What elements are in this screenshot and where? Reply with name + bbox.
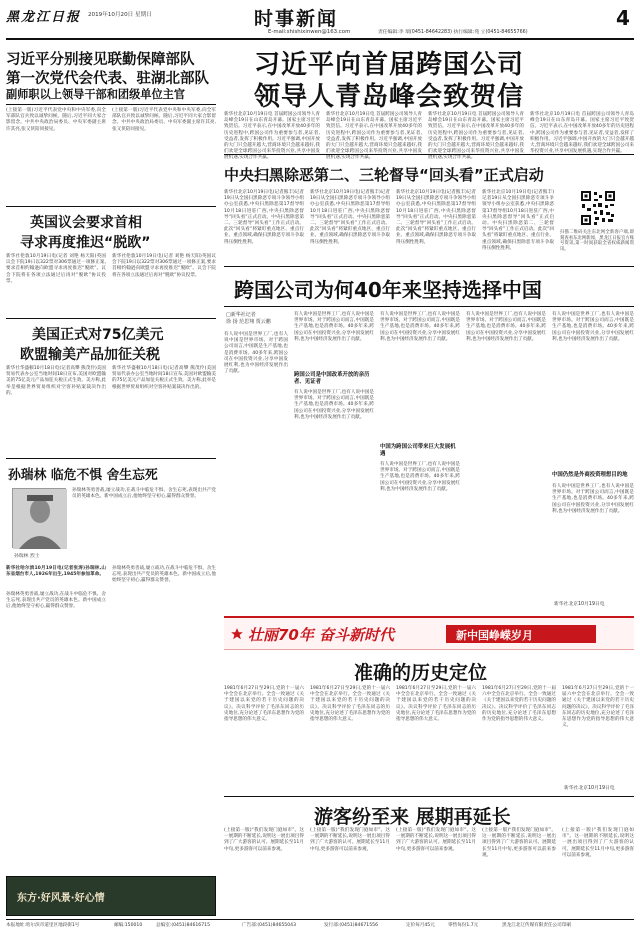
mnc-sub-3: 中国仍然是外商投资理想目的地 xyxy=(552,472,628,478)
qr-code-icon[interactable] xyxy=(580,190,616,226)
us-headline-1: 美国正式对75亿美元 xyxy=(32,327,164,343)
military-body-col2: (上接第一版)习近平代表党中央和中央军委,向全军部队官兵致以诚挚问候。随后,习近平同大家合影留念。中共中央政治局委员、中央军委副主席许其亮,张又侠陪同接见。 xyxy=(112,108,216,132)
sun-body-right-of-photo: 孙瑞林英勇善战,屡立战功,在战斗中临危不惧、舍生忘死,表现出共产党员的英雄本色。新中国成立后,他始终坚守初心,赢得群众赞誉。 xyxy=(72,488,216,500)
footer-rule xyxy=(6,919,634,920)
history-banner-left: 壮丽70年 奋斗新时代 xyxy=(248,626,395,644)
article-sun xyxy=(6,458,216,873)
travel-col5: (上接第一版)“我们发现门庭如市”。这一展期的不断延长,说明这一展出项目得到了广大游客的认可。展期延长至11月中旬,更多游客可以前来参观。 xyxy=(562,828,634,858)
footer-retail: 零售每份1.7元 xyxy=(448,923,479,928)
mnc-under-rule xyxy=(224,306,634,307)
article-military xyxy=(6,48,216,198)
uk-body: 新华社伦敦10月19日电(记者 刘艳 杨天阳)英国议会下院19日以322票对306票通过一项修正案,要求首相约翰逊向欧盟寻求再度推迟“脱欧”。议会下院将在各项立法通过后再对“脱欧”协议投票。 xyxy=(6,254,106,284)
history-col1: 1981年6月27日至29日,党的十一届六中全会在北京举行。全会一致通过《关于建国以来党的若干历史问题的决议》。决议科学评价了毛泽东同志的历史地位,充分论述了毛泽东思想作为党的指导思想的伟大意义。 xyxy=(224,686,304,723)
footer-postcode: 邮编:150010 xyxy=(114,923,143,928)
portrait-icon xyxy=(13,489,67,549)
history-banner-right: 新中国峥嵘岁月 xyxy=(456,629,533,642)
date-line: 2019年10月20日 星期日 xyxy=(88,12,152,18)
star-icon xyxy=(230,627,244,641)
military-headline-2: 第一次党代会代表、驻湖北部队 xyxy=(6,71,209,87)
travel-col3: (上接第一版)“我们发现门庭如市”。这一展期的不断延长,说明这一展出项目得到了广大游客的认可。展期延长至11月中旬,更多游客可以前来参观。 xyxy=(396,828,476,852)
sweep-body-col3: 新华社北京10月19日电(记者熊丰)记者19日从全国扫黑除恶专项斗争领导小组办公室获悉,中央扫黑除恶第17督导组10月18日进驻广西,中央扫黑除恶督导“回头看”正式启动。中央扫黑除恶第二、三轮督导“回头看”工作正式启动。此次“回头看”将紧盯重点地区、重点行业、重点领域,确保扫黑除恶专项斗争取得压倒性胜利。 xyxy=(396,190,476,245)
mnc-headline: 跨国公司为何40年来坚持选择中国 xyxy=(234,278,542,302)
mnc-credit: 新华社北京10月19日电 xyxy=(554,602,605,607)
mnc-col2b: 有人说中国是世界工厂,也有人说中国是世界市场。对于跨国公司而言,中国既是生产基地,也是消费市场。40多年来,跨国公司在中国投资兴业,分享中国发展红利,也为中国经济发展作出了贡献。 xyxy=(294,390,374,420)
article-xi xyxy=(224,44,634,161)
xi-headline-2: 领导人青岛峰会致贺信 xyxy=(254,82,525,112)
sun-byline: 新华社哈尔滨10月19日电(记者张涛)孙瑞林,山东省烟台市人,1926年出生,1945年参加革命。 xyxy=(6,566,106,578)
sweep-body-col4: 新华社北京10月19日电(记者熊丰)记者19日从全国扫黑除恶专项斗争领导小组办公室获悉,中央扫黑除恶第17督导组10月18日进驻广西,中央扫黑除恶督导“回头看”正式启动。中央扫黑除恶第二、三轮督导“回头看”工作正式启动。此次“回头看”将紧盯重点地区、重点行业、重点领域,确保扫黑除恶专项斗争取得压倒性胜利。 xyxy=(482,190,554,251)
bottom-banner-text: 东方·好风景·好心情 xyxy=(17,893,105,904)
editor-line: 责任编辑:李 瑞(0451-84642283) 执行编辑:苑 立(0451-84655766) xyxy=(378,30,528,35)
sun-top-rule xyxy=(6,458,216,459)
history-headline: 准确的历史定位 xyxy=(354,662,488,684)
sweep-headline: 中央扫黑除恶第二、三轮督导“回头看”正式启动 xyxy=(224,166,544,184)
footer xyxy=(6,922,634,932)
article-uk xyxy=(6,212,216,312)
article-mnc xyxy=(224,272,634,612)
left-divider-2 xyxy=(6,318,216,319)
qr-caption: 扫描二维码关注东北网全新客户端,即刻查看东北网新闻、黑龙江日报官方账号资讯,第一时间获取全省权威新闻资讯。 xyxy=(560,230,634,252)
article-us xyxy=(6,324,216,452)
xi-body-col4: 新华社北京10月19日电 首届跨国公司领导人青岛峰会19日在山东青岛开幕。国家主席习近平致贺信。习近平表示,在中国改革开放40多年的历史进程中,跨国公司作为重要参与者,见证者,受益者,发挥了积极作用。习近平强调,中国开放的大门只会越开越大,营商环境只会越来越好,我们欢迎全球跨国公司来华投资兴业,共享中国发展机遇,实现合作共赢。 xyxy=(530,112,634,155)
mnc-col3b: 有人说中国是世界工厂,也有人说中国是世界市场。对于跨国公司而言,中国既是生产基地,也是消费市场。40多年来,跨国公司在中国投资兴业,分享中国发展红利,也为中国经济发展作出了贡献。 xyxy=(380,462,460,492)
section-title: 时事新闻 xyxy=(254,8,339,30)
xi-body-col2: 新华社北京10月19日电 首届跨国公司领导人青岛峰会19日在山东青岛开幕。国家主席习近平致贺信。习近平表示,在中国改革开放40多年的历史进程中,跨国公司作为重要参与者,见证者,受益者,发挥了积极作用。习近平强调,中国开放的大门只会越开越大,营商环境只会越来越好,我们欢迎全球跨国公司来华投资兴业,共享中国发展机遇,实现合作共赢。 xyxy=(326,112,422,161)
paper-name: 黑龙江日报 xyxy=(6,10,82,25)
right-divider-1 xyxy=(224,154,634,155)
xi-body-col1: 新华社北京10月19日电 首届跨国公司领导人青岛峰会19日在山东青岛开幕。国家主席习近平致贺信。习近平表示,在中国改革开放40多年的历史进程中,跨国公司作为重要参与者,见证者,受益者,发挥了积极作用。习近平强调,中国开放的大门只会越开越大,营商环境只会越来越好,我们欢迎全球跨国公司来华投资兴业,共享中国发展机遇,实现合作共赢。 xyxy=(224,112,320,161)
military-divider xyxy=(6,104,216,105)
history-col4: 1981年6月27日至29日,党的十一届六中全会在北京举行。全会一致通过《关于建国以来党的若干历史问题的决议》。决议科学评价了毛泽东同志的历史地位,充分论述了毛泽东思想作为党的指导思想的伟大意义。 xyxy=(482,686,556,723)
mnc-col1: 有人说中国是世界工厂,也有人说中国是世界市场。对于跨国公司而言,中国既是生产基地,也是消费市场。40多年来,跨国公司在中国投资兴业,分享中国发展红利,也为中国经济发展作出了贡献。 xyxy=(224,332,288,375)
right-divider-2 xyxy=(224,266,634,267)
sun-body-col1: 孙瑞林英勇善战,屡立战功,在战斗中临危不惧、舍生忘死,表现出共产党员的英雄本色。新中国成立后,他始终坚守初心,赢得群众赞誉。 xyxy=(6,592,106,610)
masthead-rule xyxy=(6,38,634,40)
travel-headline: 游客纷至来 展期再延长 xyxy=(314,806,511,828)
sun-body-col2: 孙瑞林英勇善战,屡立战功,在战斗中临危不惧、舍生忘死,表现出共产党员的英雄本色。新中国成立后,他始终坚守初心,赢得群众赞誉。 xyxy=(112,566,216,584)
footer-price: 定价每月45元 xyxy=(406,923,435,928)
history-credit: 新华社北京10月19日电 xyxy=(564,786,615,791)
page-number: 4 xyxy=(616,6,630,30)
travel-col4: (上接第一版)“我们发现门庭如市”。这一展期的不断延长,说明这一展出项目得到了广大游客的认可。展期延长至11月中旬,更多游客可以前来参观。 xyxy=(482,828,556,858)
travel-col1: (上接第一版)“我们发现门庭如市”。这一展期的不断延长,说明这一展出项目得到了广大游客的认可。展期延长至11月中旬,更多游客可以前来参观。 xyxy=(224,828,304,852)
mnc-col5b: 有人说中国是世界工厂,也有人说中国是世界市场。对于跨国公司而言,中国既是生产基地,也是消费市场。40多年来,跨国公司在中国投资兴业,分享中国发展红利,也为中国经济发展作出了贡献。 xyxy=(552,484,634,514)
footer-printer: 黑龙江北辽传媒有限责任公司印刷 xyxy=(502,923,571,928)
article-history xyxy=(224,654,634,794)
us-headline-2: 欧盟输美产品加征关税 xyxy=(20,347,160,363)
us-body: 新华社华盛顿10月18日电(记者高攀 熊茂伶)美国贸易代表办公室当地时间18日宣布,美国对欧盟输美的75亿美元产品加征关税正式生效。美方称,此举是根据世界贸易组织对空客补贴案裁决作出的。 xyxy=(6,366,106,396)
article-travel xyxy=(224,800,634,916)
history-col5: 1981年6月27日至29日,党的十一届六中全会在北京举行。全会一致通过《关于建国以来党的若干历史问题的决议》。决议科学评价了毛泽东同志的历史地位,充分论述了毛泽东思想作为党的指导思想的伟大意义。 xyxy=(562,686,634,729)
sun-photo xyxy=(12,488,66,548)
mnc-col2: 有人说中国是世界工厂,也有人说中国是世界市场。对于跨国公司而言,中国既是生产基地,也是消费市场。40多年来,跨国公司在中国投资兴业,分享中国发展红利,也为中国经济发展作出了贡献。 xyxy=(294,312,374,342)
section-email: E-mail:shishixinwen@163.com xyxy=(268,29,351,35)
uk-body-col2: 新华社伦敦10月19日电(记者 刘艳 杨天阳)英国议会下院19日以322票对306票通过一项修正案,要求首相约翰逊向欧盟寻求再度推迟“脱欧”。议会下院将在各项立法通过后再对“脱欧”协议投票。 xyxy=(112,254,216,278)
sun-photo-caption: 孙瑞林 烈士 xyxy=(14,554,40,559)
mnc-sub-1: 跨国公司是中国改革开放的亲历者、见证者 xyxy=(294,372,370,385)
mnc-box-heading: □新华社记者 徐 扬 范思翔 贾云鹏 xyxy=(226,312,271,325)
masthead xyxy=(6,4,634,38)
military-headline-1: 习近平分别接见联勤保障部队 xyxy=(6,52,195,68)
travel-col2: (上接第一版)“我们发现门庭如市”。这一展期的不断延长,说明这一展出项目得到了广大游客的认可。展期延长至11月中旬,更多游客可以前来参观。 xyxy=(310,828,390,852)
qr-block xyxy=(560,190,634,262)
xi-headline-1: 习近平向首届跨国公司 xyxy=(254,50,525,80)
mnc-col3: 有人说中国是世界工厂,也有人说中国是世界市场。对于跨国公司而言,中国既是生产基地,也是消费市场。40多年来,跨国公司在中国投资兴业,分享中国发展红利,也为中国经济发展作出了贡献。 xyxy=(380,312,460,342)
left-divider-1 xyxy=(6,206,216,207)
history-col2: 1981年6月27日至29日,党的十一届六中全会在北京举行。全会一致通过《关于建国以来党的若干历史问题的决议》。决议科学评价了毛泽东同志的历史地位,充分论述了毛泽东思想作为党的指导思想的伟大意义。 xyxy=(310,686,390,723)
history-banner xyxy=(224,616,634,650)
footer-circulation-phone: 发行部:(0451)84671556 xyxy=(324,923,378,928)
history-col3: 1981年6月27日至29日,党的十一届六中全会在北京举行。全会一致通过《关于建国以来党的若干历史问题的决议》。决议科学评价了毛泽东同志的历史地位,充分论述了毛泽东思想作为党的指导思想的伟大意义。 xyxy=(396,686,476,723)
footer-address: 本报地址:哈尔滨市道里区地段街1号 xyxy=(6,923,80,928)
uk-headline-2: 寻求再度推迟“脱欧” xyxy=(20,235,151,251)
military-headline-3: 副师职以上领导干部和团级单位主官 xyxy=(6,88,186,101)
sweep-body-col2: 新华社北京10月19日电(记者熊丰)记者19日从全国扫黑除恶专项斗争领导小组办公室获悉,中央扫黑除恶第17督导组10月18日进驻广西,中央扫黑除恶督导“回头看”正式启动。中央扫黑除恶第二、三轮督导“回头看”工作正式启动。此次“回头看”将紧盯重点地区、重点行业、重点领域,确保扫黑除恶专项斗争取得压倒性胜利。 xyxy=(310,190,390,245)
mnc-sub-2: 中国为跨国公司带来巨大发展机遇 xyxy=(380,444,456,457)
xi-body-col3: 新华社北京10月19日电 首届跨国公司领导人青岛峰会19日在山东青岛开幕。国家主席习近平致贺信。习近平表示,在中国改革开放40多年的历史进程中,跨国公司作为重要参与者,见证者,受益者,发挥了积极作用。习近平强调,中国开放的大门只会越开越大,营商环境只会越来越好,我们欢迎全球跨国公司来华投资兴业,共享中国发展机遇,实现合作共赢。 xyxy=(428,112,524,161)
us-body-col2: 新华社华盛顿10月18日电(记者高攀 熊茂伶)美国贸易代表办公室当地时间18日宣布,美国对欧盟输美的75亿美元产品加征关税正式生效。美方称,此举是根据世界贸易组织对空客补贴案裁决作出的。 xyxy=(112,366,216,390)
footer-ads-phone: 广告部:(0451)84655043 xyxy=(242,923,296,928)
uk-headline-1: 英国议会要求首相 xyxy=(30,215,142,231)
bottom-banner xyxy=(6,876,216,916)
mnc-col4: 有人说中国是世界工厂,也有人说中国是世界市场。对于跨国公司而言,中国既是生产基地,也是消费市场。40多年来,跨国公司在中国投资兴业,分享中国发展红利,也为中国经济发展作出了贡献。 xyxy=(466,312,546,342)
sweep-body-col1: 新华社北京10月19日电(记者熊丰)记者19日从全国扫黑除恶专项斗争领导小组办公室获悉,中央扫黑除恶第17督导组10月18日进驻广西,中央扫黑除恶督导“回头看”正式启动。中央扫黑除恶第二、三轮督导“回头看”工作正式启动。此次“回头看”将紧盯重点地区、重点行业、重点领域,确保扫黑除恶专项斗争取得压倒性胜利。 xyxy=(224,190,304,245)
sun-headline: 孙瑞林 临危不惧 舍生忘死 xyxy=(8,468,158,483)
footer-editorial-phone: 总编室:(0451)84616715 xyxy=(156,923,210,928)
right-divider-3 xyxy=(224,796,634,797)
mnc-col5: 有人说中国是世界工厂,也有人说中国是世界市场。对于跨国公司而言,中国既是生产基地,也是消费市场。40多年来,跨国公司在中国投资兴业,分享中国发展红利,也为中国经济发展作出了贡献。 xyxy=(552,312,634,342)
military-body: (上接第一版)习近平代表党中央和中央军委,向全军部队官兵致以诚挚问候。随后,习近平同大家合影留念。中共中央政治局委员、中央军委副主席许其亮,张又侠陪同接见。 xyxy=(6,108,106,132)
